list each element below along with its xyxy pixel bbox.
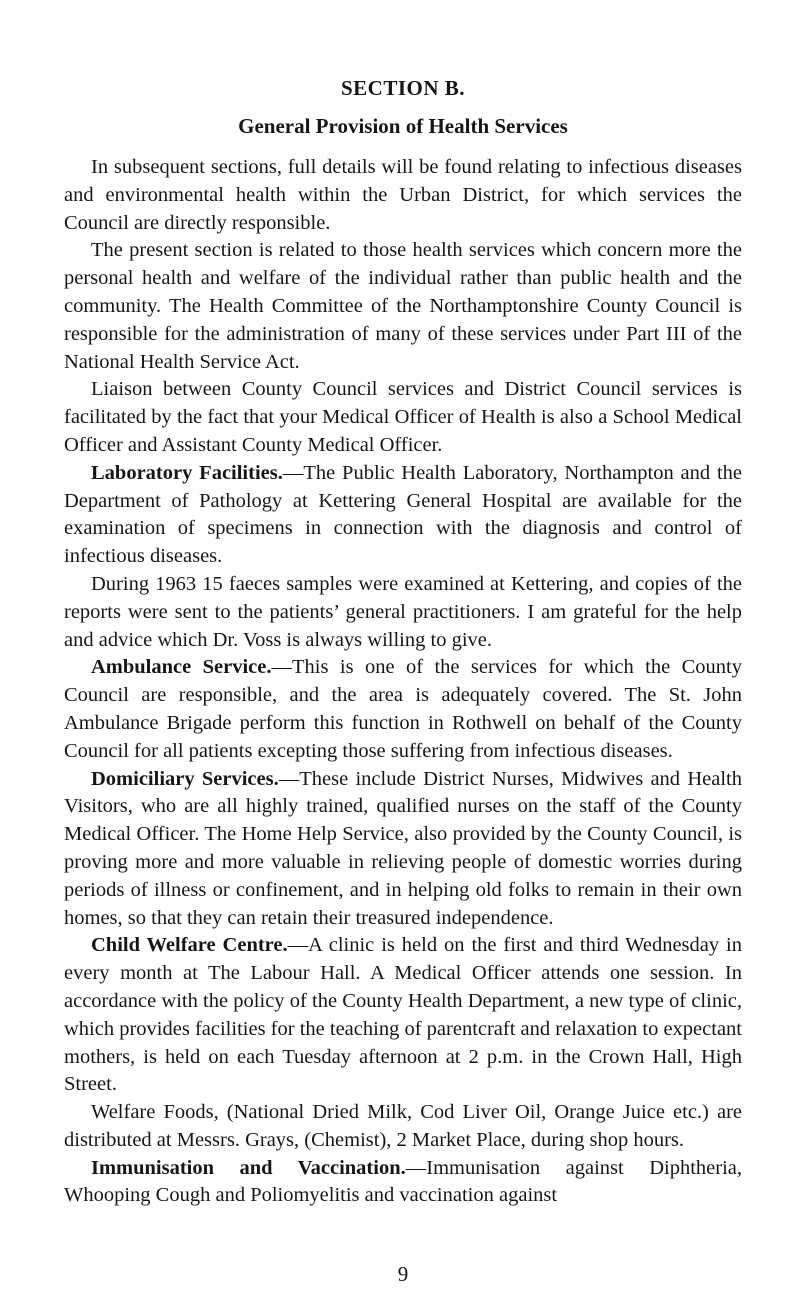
paragraph-text: —These include District Nurses, Midwives and Health Visitors, who are all highly trained, qualified nurses on the staff of the County Medical Officer. The Home Help Service, also provided by the County Council, is proving more and more valuable in relieving people of domestic worries during periods of illness or confinement, and in helping old folks to remain in their own homes, so that they can retain their treasured independence. [64,767,742,929]
paragraph-text: The present section is related to those health services which concern more the personal health and welfare of the individual rather than public health and the community. The Health Committee of the Northamptonshire County Council is responsible for the administration of many of these services under Part III of the National Health Service Act. [64,239,742,373]
page-number: 9 [397,1262,409,1286]
paragraph-welfare-foods [64,1099,742,1155]
section-heading: SECTION B. [340,76,466,100]
paragraph-lead: Ambulance Service. [91,656,272,679]
paragraph-laboratory-facilities [64,460,742,571]
paragraph-liaison [64,376,742,459]
paragraph-lead: Domiciliary Services. [91,767,279,790]
paragraph-domiciliary-services [64,766,742,933]
paragraph-text: —Immunisation against Diphtheria, Whooping Cough and Poliomyelitis and vaccination against [64,1156,742,1207]
section-subheading: General Provision of Health Services [238,114,568,138]
paragraph-text: —This is one of the services for which the County Council are responsible, and the area is adequately covered. The St. John Ambulance Brigade perform this function in Rothwell on behalf of the County Council for all patients excepting those suffering from infectious diseases. [64,656,742,762]
paragraph-text: Welfare Foods, (National Dried Milk, Cod Liver Oil, Orange Juice etc.) are distributed at Messrs. Grays, (Chemist), 2 Market Place, during shop hours. [64,1101,742,1151]
paragraph-lead: Immunisation and Vaccination. [91,1156,406,1179]
paragraph-text: During 1963 15 faeces samples were examined at Kettering, and copies of the reports were sent to the patients’ general practitioners. I am grateful for the help and advice which Dr. Voss is always willing to give. [64,572,742,651]
paragraph-child-welfare-centre [64,932,742,1099]
document-page [64,0,742,1308]
paragraph-text: Liaison between County Council services and District Council services is facilitated by the fact that your Medical Officer of Health is also a School Medical Officer and Assistant County Medical Officer. [64,378,742,456]
paragraph-personal-health [64,237,742,376]
body-text [64,154,742,1210]
paragraph-lead: Child Welfare Centre. [91,934,288,957]
paragraph-text: —A clinic is held on the first and third Wednesday in every month at The Labour Hall. A Medical Officer attends one session. In accordance with the policy of the County Health Department, a new type of clinic, which provides facilities for the teaching of parentcraft and relaxation to expectant mothers, is held on each Tuesday afternoon at 2 p.m. in the Crown Hall, High Street. [64,934,743,1096]
paragraph-lead: Laboratory Facilities. [91,461,283,484]
paragraph-text: In subsequent sections, full details will be found relating to infectious diseases and environmental health within the Urban District, for which services the Council are directly responsible. [64,156,742,234]
paragraph-intro [64,154,742,237]
paragraph-text: —The Public Health Laboratory, Northampton and the Department of Pathology at Kettering General Hospital are available for the examination of specimens in connection with the diagnosis and control of infectious diseases. [64,461,743,568]
paragraph-immunisation [64,1155,742,1211]
paragraph-ambulance-service [64,654,742,765]
paragraph-faeces-samples [64,571,742,654]
